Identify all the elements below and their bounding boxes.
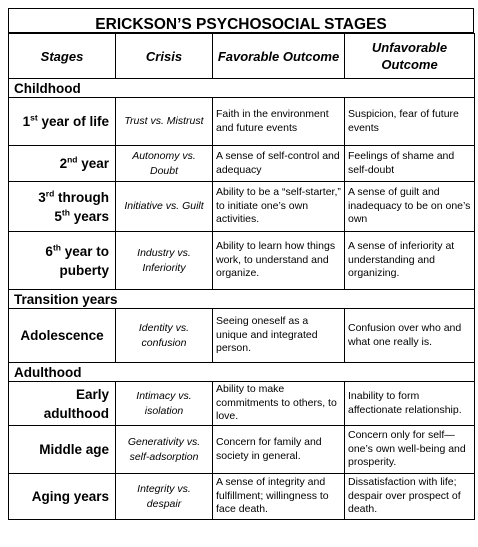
stage-number: 3 [38, 189, 46, 205]
section-label-transition: Transition years [9, 290, 475, 309]
favorable-cell: Ability to learn how things work, to understand and organize. [213, 232, 345, 290]
section-row-transition [9, 290, 475, 309]
header-stages: Stages [9, 34, 116, 79]
unfavorable-cell: Confusion over who and what one really is. [345, 309, 475, 363]
stage-cell [9, 98, 116, 146]
unfavorable-cell: Inability to form affectionate relationship. [345, 382, 475, 426]
table-row [9, 309, 475, 363]
table-row [9, 146, 475, 182]
header-favorable-outcome: Favorable Outcome [213, 34, 345, 79]
table-row [9, 98, 475, 146]
stage-text: year to [60, 243, 109, 259]
stage-number: 6 [45, 243, 53, 259]
crisis-cell: Initiative vs. Guilt [116, 182, 213, 232]
stage-text: years [69, 208, 109, 224]
section-label-childhood: Childhood [9, 79, 475, 98]
stage-number: 5 [54, 208, 62, 224]
stage-suffix: rd [45, 188, 55, 198]
unfavorable-cell: Dissatisfaction with life; despair over prospect of death. [345, 474, 475, 520]
header-row [9, 34, 475, 79]
stage-number: 2 [59, 156, 68, 171]
table-row [9, 426, 475, 474]
stage-cell [9, 146, 116, 182]
unfavorable-cell: Feelings of shame and self-doubt [345, 146, 475, 182]
favorable-cell: Concern for family and society in general. [213, 426, 345, 474]
favorable-cell: Seeing oneself as a unique and integrated person. [213, 309, 345, 363]
table-row [9, 474, 475, 520]
favorable-cell: A sense of self-control and adequacy [213, 146, 345, 182]
stage-cell: Adolescence [9, 309, 116, 363]
stage-suffix: th [61, 207, 70, 217]
favorable-cell: Faith in the environment and future events [213, 98, 345, 146]
table-title: ERICKSON’S PSYCHOSOCIAL STAGES [8, 8, 474, 33]
section-row-adulthood [9, 363, 475, 382]
unfavorable-cell: A sense of inferiority at understanding and organizing. [345, 232, 475, 290]
stage-text: through [54, 189, 109, 205]
favorable-cell: Ability to make commitments to others, to love. [213, 382, 345, 426]
stage-cell: Early adulthood [9, 382, 116, 426]
unfavorable-cell: Suspicion, fear of future events [345, 98, 475, 146]
stage-text: puberty [59, 262, 109, 278]
crisis-cell: Autonomy vs. Doubt [116, 146, 213, 182]
stage-cell [9, 232, 116, 290]
stage-cell [9, 182, 116, 232]
table-row [9, 232, 475, 290]
psychosocial-stages-table [8, 33, 475, 520]
favorable-cell: Ability to be a “self-starter,” to initiate one’s own activities. [213, 182, 345, 232]
unfavorable-cell: A sense of guilt and inadequacy to be on one’s own [345, 182, 475, 232]
section-label-adulthood: Adulthood [9, 363, 475, 382]
stage-text: year [77, 156, 109, 171]
stage-number: 1 [22, 114, 31, 129]
stage-cell: Aging years [9, 474, 116, 520]
stage-cell: Middle age [9, 426, 116, 474]
stage-suffix: th [52, 242, 61, 252]
stage-suffix: st [30, 112, 38, 123]
header-unfavorable-outcome: Unfavorable Outcome [345, 34, 475, 79]
header-crisis: Crisis [116, 34, 213, 79]
crisis-cell: Trust vs. Mistrust [116, 98, 213, 146]
crisis-cell: Generativity vs. self-adsorption [116, 426, 213, 474]
favorable-cell: A sense of integrity and fulfillment; willingness to face death. [213, 474, 345, 520]
crisis-cell: Industry vs. Inferiority [116, 232, 213, 290]
stage-text: year of life [37, 114, 109, 129]
crisis-cell: Intimacy vs. isolation [116, 382, 213, 426]
stage-suffix: nd [67, 154, 78, 165]
unfavorable-cell: Concern only for self—one’s own well-being and prosperity. [345, 426, 475, 474]
section-row-childhood [9, 79, 475, 98]
table-row [9, 182, 475, 232]
crisis-cell: Integrity vs. despair [116, 474, 213, 520]
crisis-cell: Identity vs. confusion [116, 309, 213, 363]
table-row [9, 382, 475, 426]
